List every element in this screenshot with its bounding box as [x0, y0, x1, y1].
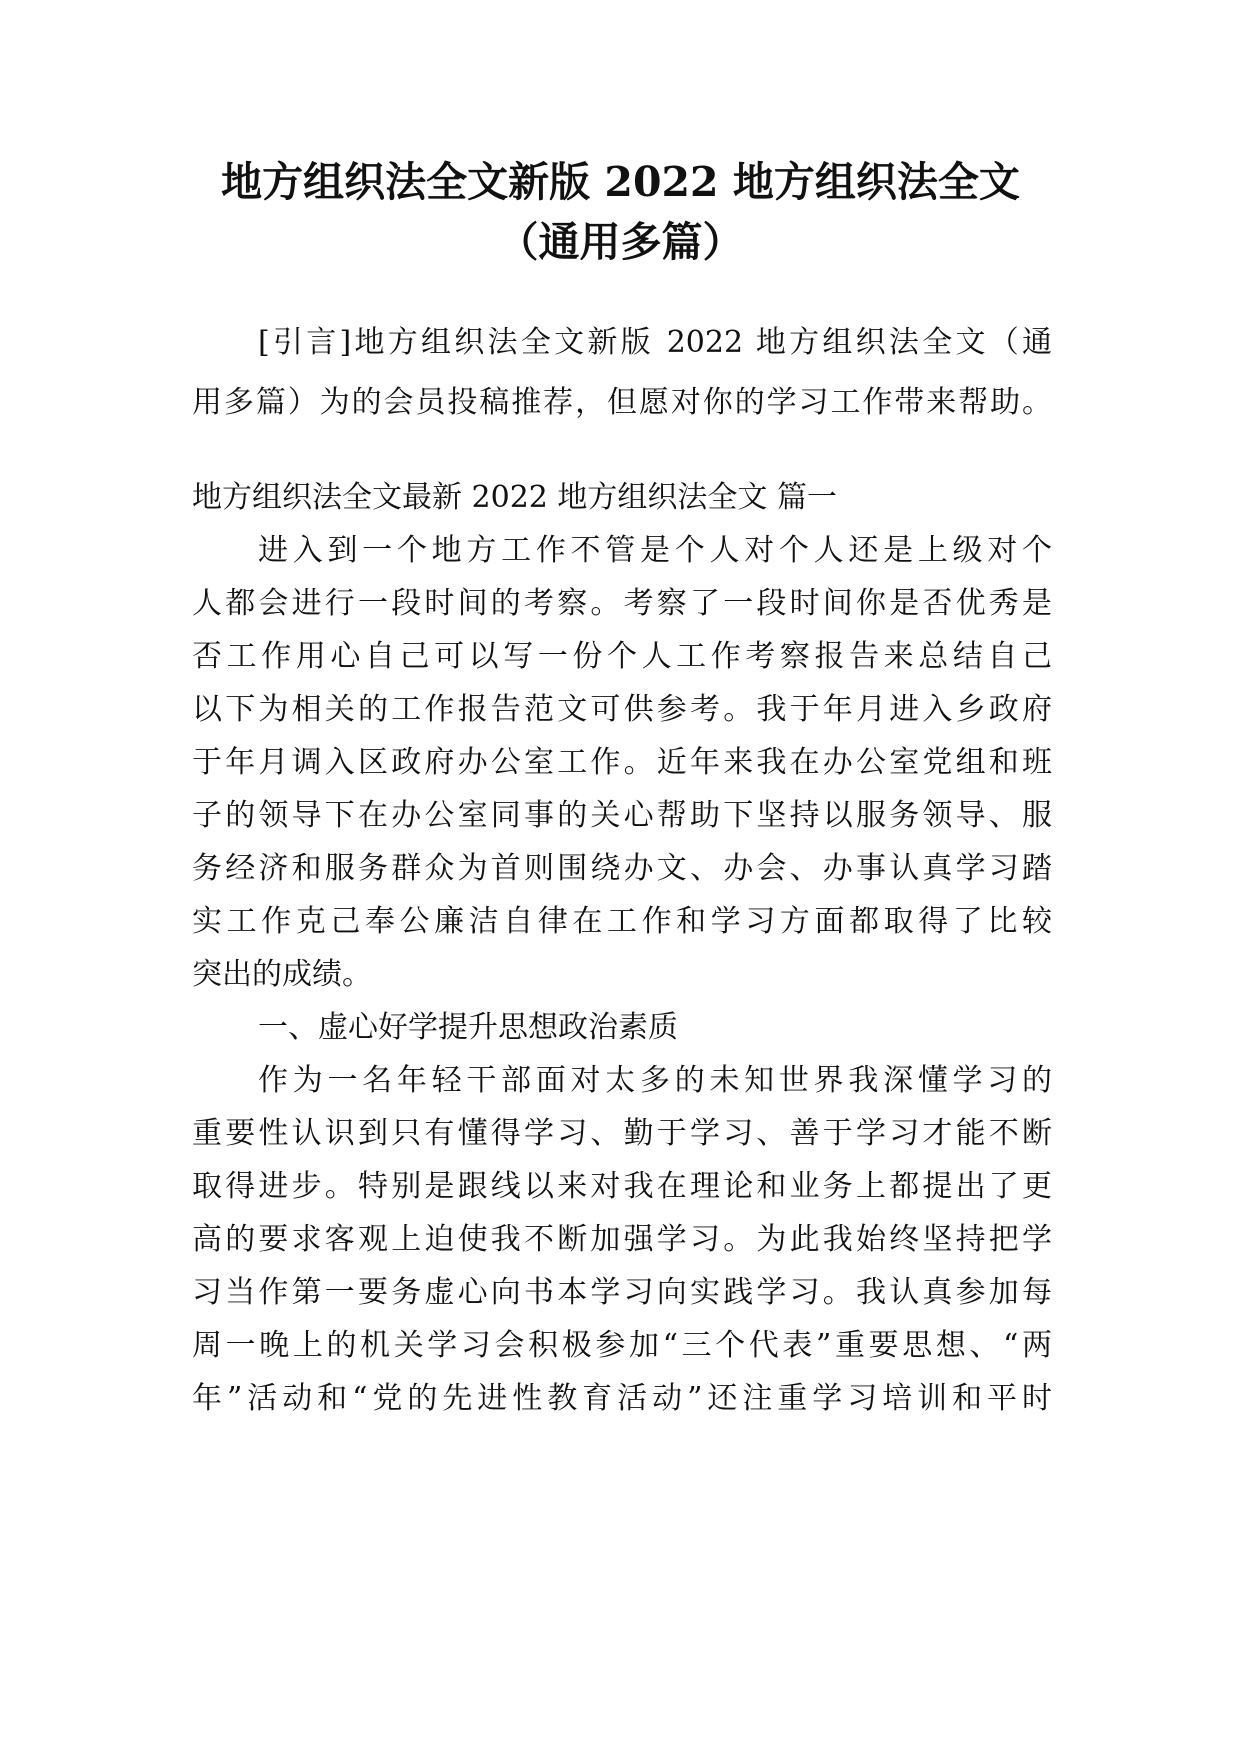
subheading-1: 一、虚心好学提升思想政治素质: [258, 1010, 678, 1045]
para1-line-2: 人都会进行一段时间的考察。考察了一段时间你是否优秀是: [192, 586, 1052, 621]
para2-line-5: 习当作第一要务虚心向书本学习向实践学习。我认真参加每: [192, 1275, 1052, 1310]
para1-line-3: 否工作用心自己可以写一份个人工作考察报告来总结自己: [192, 639, 1052, 674]
document-title-line-2: （通用多篇）: [497, 218, 744, 266]
para1-line-4: 以下为相关的工作报告范文可供参考。我于年月进入乡政府: [192, 692, 1052, 727]
para1-line-9: 突出的成绩。: [192, 957, 372, 992]
para2-line-6: 周一晚上的机关学习会积极参加“三个代表”重要思想、“两: [192, 1328, 1052, 1363]
para1-line-1: 进入到一个地方工作不管是个人对个人还是上级对个: [258, 533, 1052, 568]
para2-line-4: 高的要求客观上迫使我不断加强学习。为此我始终坚持把学: [192, 1222, 1052, 1257]
para2-line-3: 取得进步。特别是跟线以来对我在理论和业务上都提出了更: [192, 1169, 1052, 1204]
para2-line-2: 重要性认识到只有懂得学习、勤于学习、善于学习才能不断: [192, 1116, 1052, 1151]
intro-line-1: [引言]地方组织法全文新版 2022 地方组织法全文（通: [258, 325, 1052, 360]
para1-line-6: 子的领导下在办公室同事的关心帮助下坚持以服务领导、服: [192, 798, 1052, 833]
para1-line-8: 实工作克己奉公廉洁自律在工作和学习方面都取得了比较: [192, 904, 1052, 939]
para2-line-1: 作为一名年轻干部面对太多的未知世界我深懂学习的: [258, 1063, 1052, 1098]
intro-line-2: 用多篇）为的会员投稿推荐，但愿对你的学习工作带来帮助。: [192, 385, 1052, 420]
para1-line-7: 务经济和服务群众为首则围绕办文、办会、办事认真学习踏: [192, 851, 1052, 886]
section-heading: 地方组织法全文最新 2022 地方组织法全文 篇一: [192, 480, 837, 515]
para2-line-7: 年”活动和“党的先进性教育活动”还注重学习培训和平时: [192, 1381, 1052, 1416]
para1-line-5: 于年月调入区政府办公室工作。近年来我在办公室党组和班: [192, 745, 1052, 780]
document-title-line-1: 地方组织法全文新版 2022 地方组织法全文: [221, 158, 1020, 206]
